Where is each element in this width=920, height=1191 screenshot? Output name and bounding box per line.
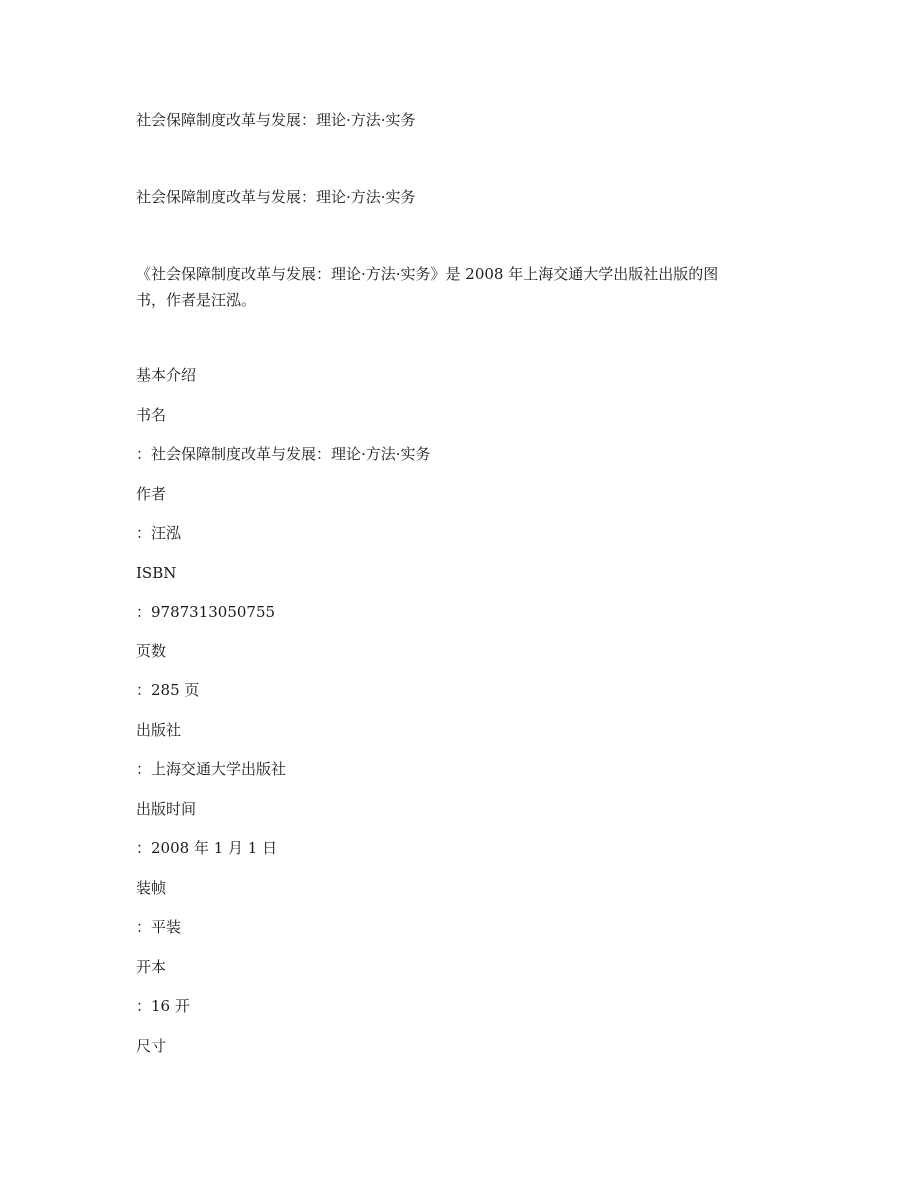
field-value-publisher: ：上海交通大学出版社 bbox=[136, 760, 287, 778]
intro-paragraph bbox=[136, 261, 796, 313]
document-subtitle: 社会保障制度改革与发展：理论·方法·实务 bbox=[136, 188, 416, 206]
field-value-book-name: ：社会保障制度改革与发展：理论·方法·实务 bbox=[136, 445, 431, 463]
field-label-publish-date: 出版时间 bbox=[136, 800, 197, 818]
field-label-author: 作者 bbox=[136, 485, 167, 503]
field-label-pages: 页数 bbox=[136, 642, 167, 660]
field-label-book-name: 书名 bbox=[136, 406, 167, 424]
field-value-pages: ：285 页 bbox=[136, 681, 200, 699]
field-value-publish-date: ：2008 年 1 月 1 日 bbox=[136, 839, 278, 857]
field-value-format: ：16 开 bbox=[136, 997, 190, 1015]
section-heading: 基本介绍 bbox=[136, 366, 197, 384]
intro-line-2: 书，作者是汪泓。 bbox=[136, 291, 257, 309]
field-label-size: 尺寸 bbox=[136, 1037, 167, 1055]
field-label-publisher: 出版社 bbox=[136, 721, 182, 739]
field-value-isbn: ：9787313050755 bbox=[136, 603, 276, 621]
field-label-format: 开本 bbox=[136, 958, 167, 976]
field-label-isbn: ISBN bbox=[136, 564, 177, 582]
document-title: 社会保障制度改革与发展：理论·方法·实务 bbox=[136, 111, 416, 129]
intro-line-1: 《社会保障制度改革与发展：理论·方法·实务》是 2008 年上海交通大学出版社出版的图 bbox=[136, 265, 719, 283]
field-value-binding: ：平装 bbox=[136, 918, 182, 936]
field-value-author: ：汪泓 bbox=[136, 524, 182, 542]
field-label-binding: 装帧 bbox=[136, 879, 167, 897]
